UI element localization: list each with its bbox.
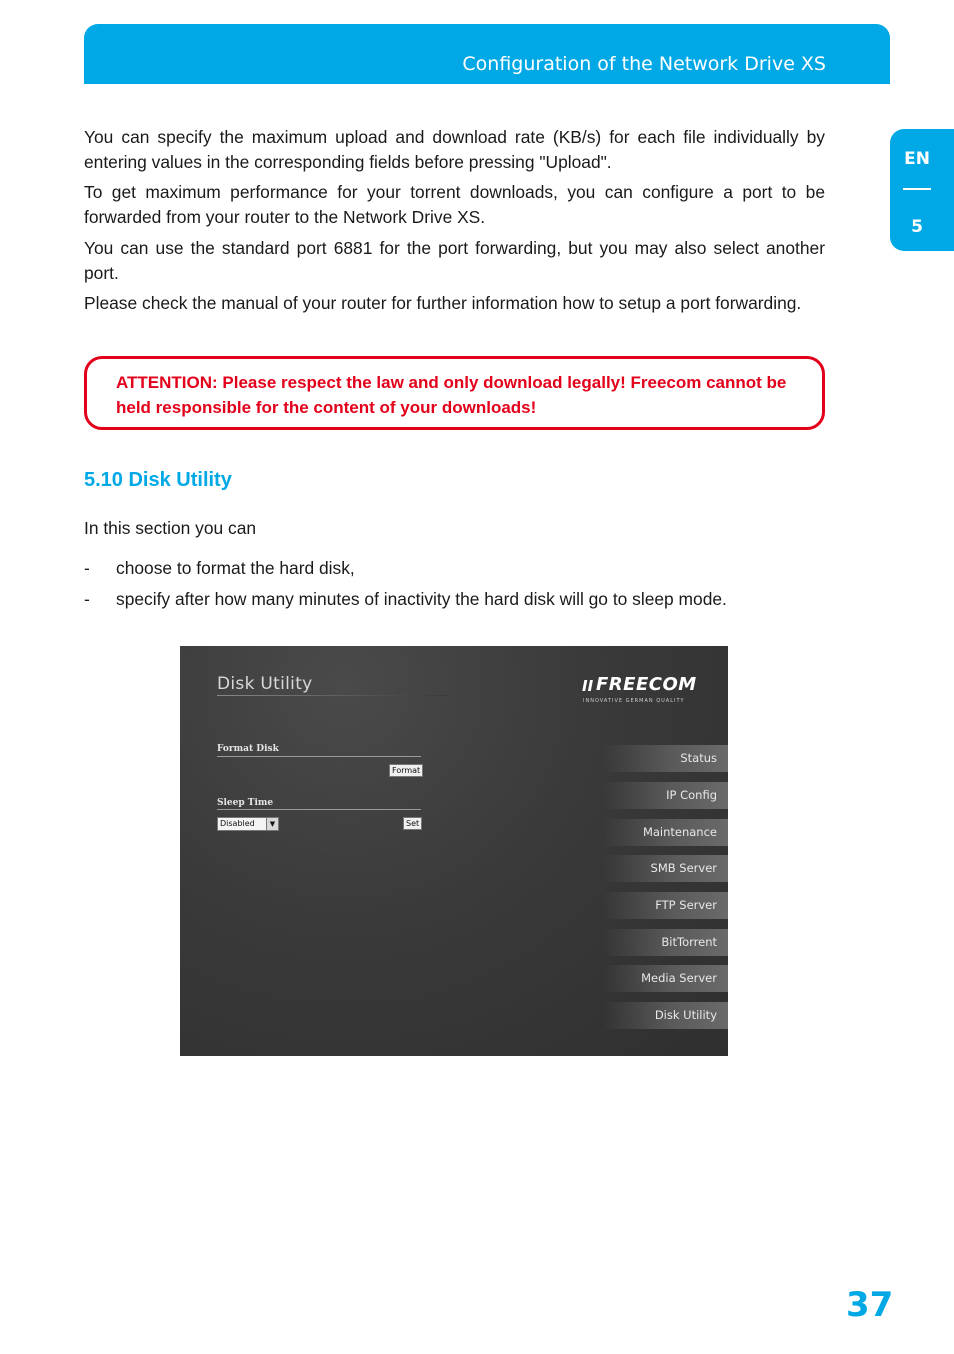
header-title: Configuration of the Network Drive XS: [462, 53, 826, 75]
format-button[interactable]: Format: [389, 764, 423, 777]
sleep-time-value: Disabled: [220, 819, 255, 828]
language-label: EN: [904, 149, 930, 169]
tab-divider: [903, 188, 931, 190]
chevron-down-icon[interactable]: ▼: [266, 818, 278, 830]
sleep-time-rule: [217, 809, 421, 810]
bullet-dash: -: [84, 558, 90, 578]
set-button[interactable]: Set: [403, 817, 422, 830]
attention-box: [84, 356, 825, 430]
nav-item-disk-utility[interactable]: Disk Utility: [603, 1002, 728, 1029]
section-intro: In this section you can: [84, 518, 257, 538]
sleep-time-select[interactable]: [217, 817, 279, 831]
format-disk-rule: [217, 756, 421, 757]
sleep-time-label: Sleep Time: [217, 798, 274, 808]
nav-item-media-server[interactable]: Media Server: [603, 965, 728, 992]
freecom-logo: [582, 674, 702, 708]
paragraph-upload-rate: You can specify the maximum upload and download rate (KB/s) for each file individually by entering values in the corresponding fields before pressing "Upload".: [84, 127, 825, 172]
page-number: 37: [846, 1285, 894, 1325]
bullet-dash: -: [84, 589, 90, 609]
nav-item-status[interactable]: Status: [603, 745, 728, 772]
bullet-text: specify after how many minutes of inactivity the hard disk will go to sleep mode.: [116, 589, 727, 609]
header-band: [84, 24, 890, 84]
bullet-text: choose to format the hard disk,: [116, 558, 355, 578]
nav-item-bittorrent[interactable]: BitTorrent: [603, 929, 728, 956]
logo-tagline: INNOVATIVE GERMAN QUALITY: [583, 698, 685, 704]
section-heading: 5.10 Disk Utility: [84, 469, 232, 491]
paragraph-standard-port: You can use the standard port 6881 for the port forwarding, but you may also select another port.: [84, 238, 825, 283]
nav-item-smb-server[interactable]: SMB Server: [603, 855, 728, 882]
chapter-number: 5: [911, 217, 923, 237]
attention-text: ATTENTION: Please respect the law and only download legally! Freecom cannot be held responsible for the content of your downloads!: [116, 373, 787, 417]
chapter-tab: [890, 129, 954, 251]
panel-title: Disk Utility: [217, 674, 313, 694]
paragraph-port-forward: To get maximum performance for your torrent downloads, you can configure a port to be forwarded from your router to the Network Drive XS.: [84, 182, 825, 227]
format-disk-label: Format Disk: [217, 744, 279, 754]
logo-mark: II: [582, 677, 594, 695]
nav-item-ip-config[interactable]: IP Config: [603, 782, 728, 809]
logo-text: FREECOM: [596, 674, 697, 695]
title-underline: [217, 695, 447, 696]
paragraph-router-manual: Please check the manual of your router for further information how to setup a port forwarding.: [84, 293, 802, 313]
nav-item-maintenance[interactable]: Maintenance: [603, 819, 728, 846]
nav-item-ftp-server[interactable]: FTP Server: [603, 892, 728, 919]
disk-utility-screenshot: [180, 646, 728, 1056]
